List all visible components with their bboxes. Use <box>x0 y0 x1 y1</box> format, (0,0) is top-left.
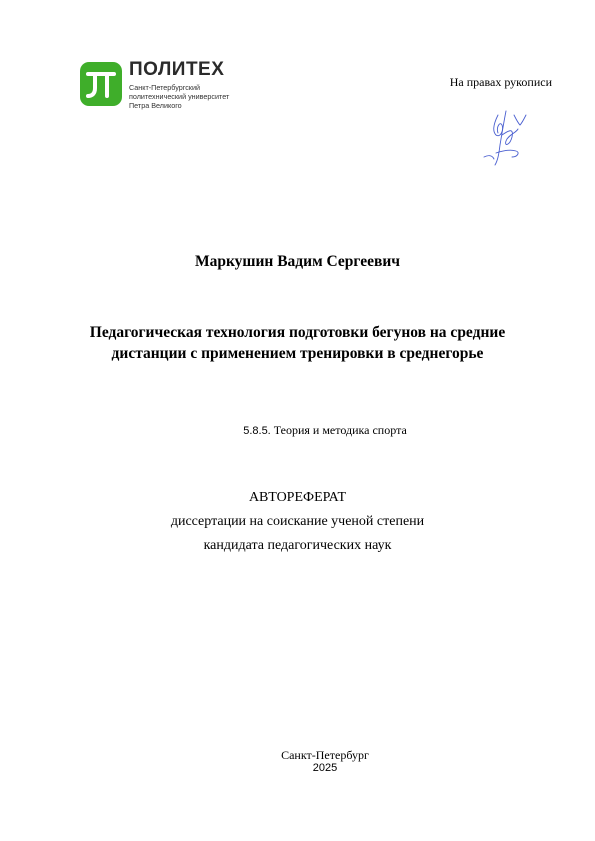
city: Санкт-Петербург <box>281 748 369 762</box>
logo-subtitle-line-3: Петра Великого <box>129 101 182 110</box>
logo-name: ПОЛИТЕХ <box>129 59 225 80</box>
dissertation-title <box>60 322 535 364</box>
year: 2025 <box>312 762 338 774</box>
dissertation-line-2: кандидата педагогических наук <box>203 538 392 553</box>
title-line-1: Педагогическая технология подготовки бегунов на средние <box>89 324 506 341</box>
specialty <box>0 423 595 438</box>
specialty-code: 5.8.5. <box>243 425 271 437</box>
rights-note: На правах рукописи <box>449 75 552 89</box>
document-type: АВТОРЕФЕРАТ <box>248 490 347 505</box>
politech-pi-logo-icon <box>80 62 122 106</box>
logo-subtitle-line-2: политехнический университет <box>129 92 230 101</box>
university-logo <box>80 59 255 112</box>
logo-subtitle-line-1: Санкт-Петербургский <box>129 83 200 92</box>
dissertation-line-1: диссертации на соискание ученой степени <box>170 514 425 529</box>
author-name: Маркушин Вадим Сергеевич <box>194 253 401 270</box>
specialty-name: Теория и методика спорта <box>273 423 407 437</box>
title-line-2: дистанции с применением тренировки в среднегорье <box>111 345 484 362</box>
handwritten-signature-icon <box>476 105 536 170</box>
